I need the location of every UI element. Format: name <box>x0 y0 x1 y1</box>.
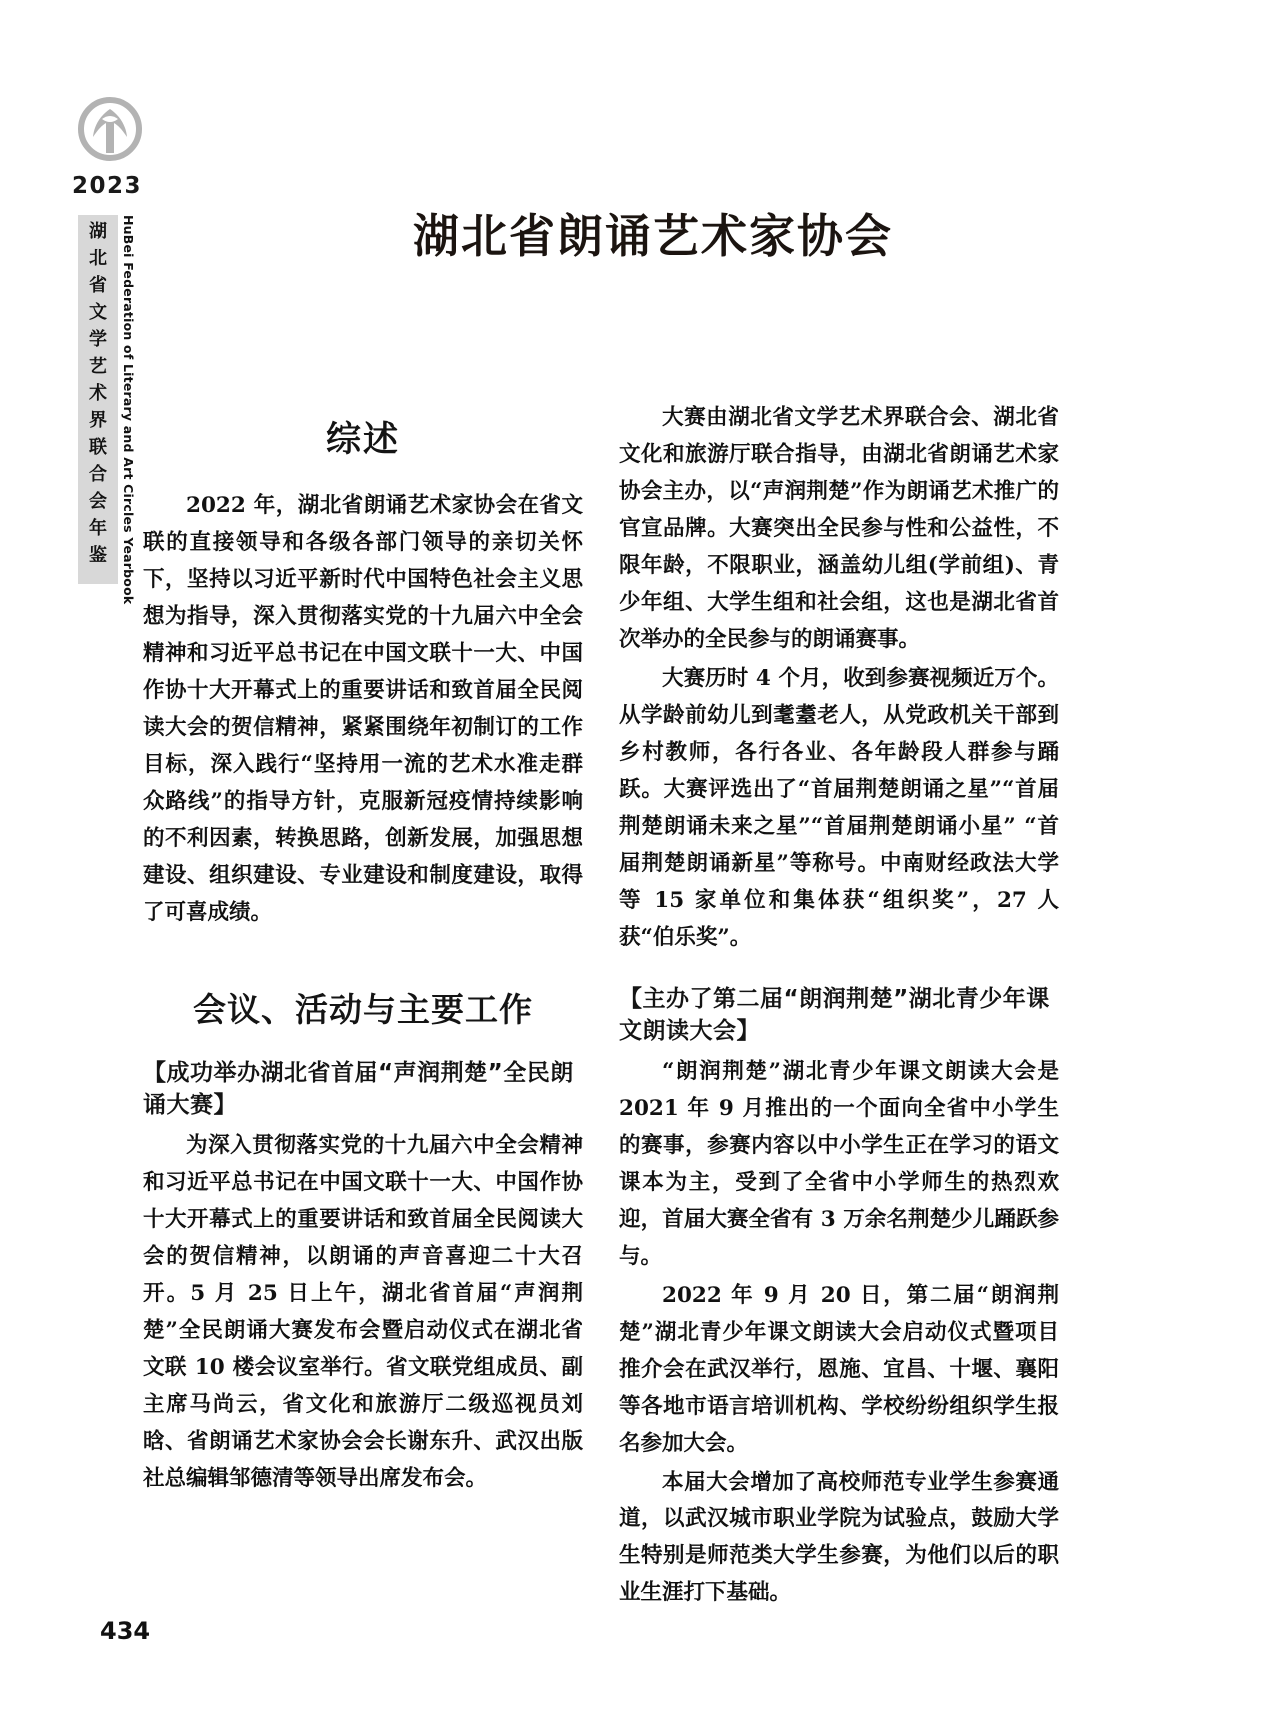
paragraph-contest-organizers: 大赛由湖北省文学艺术界联合会、湖北省文化和旅游厅联合指导，由湖北省朗诵艺术家协会主办，以“声润荆楚”作为朗诵艺术推广的官宣品牌。大赛突出全民参与性和公益性，不限年龄，不限职业，涵盖幼儿组(学前组)、青少年组、大学生组和社会组，这也是湖北省首次举办的全民参与的朗诵赛事。 <box>619 405 1059 652</box>
spine-block <box>78 215 136 635</box>
paragraph-reading-conference-launch: 2022 年 9 月 20 日，第二届“朗润荆楚”湖北青少年课文朗读大会启动仪式暨项目推介会在武汉举行，恩施、宜昌、十堰、襄阳等各地市语言培训机构、学校纷纷组织学生报名参加大会。 <box>619 1282 1059 1456</box>
section-heading-meetings: 会议、活动与主要工作 <box>193 989 533 1029</box>
page-title: 湖北省朗诵艺术家协会 <box>413 209 893 263</box>
page-number: 434 <box>100 1617 151 1645</box>
yearbook-emblem-icon <box>74 95 146 167</box>
left-rail <box>66 95 176 605</box>
spine-chinese: 湖 北 省 文 学 艺 术 界 联 合 会 年 鉴 <box>78 215 118 584</box>
overview-paragraph: 2022 年，湖北省朗诵艺术家协会在省文联的直接领导和各级各部门领导的亲切关怀下，坚持以习近平新时代中国特色社会主义思想为指导，深入贯彻落实党的十九届六中全会精神和习近平总书记在中国文联十一大、中国作协十大开幕式上的重要讲话和致首届全民阅读大会的贺信精神，紧紧围绕年初制订的工作目标，深入践行“坚持用一流的艺术水准走群众路线”的指导方针，克服新冠疫情持续影响的不利因素，转换思路，创新发展，加强思想建设、组织建设、专业建设和制度建设，取得了可喜成绩。 <box>143 493 583 925</box>
overview-heading: 综述 <box>325 420 400 460</box>
subheading-reading-conference: 【主办了第二届“朗润荆楚”湖北青少年课文朗读大会】 <box>619 985 1050 1045</box>
left-column <box>143 400 583 1614</box>
yearbook-year: 2023 <box>72 173 143 199</box>
paragraph-contest-results: 大赛历时 4 个月，收到参赛视频近万个。从学龄前幼儿到耄耋老人，从党政机关干部到乡村教师，各行各业、各年龄段人群参与踊跃。大赛评选出了“首届荆楚朗诵之星”“首届荆楚朗诵未来之星”“首届荆楚朗诵小星” “首届荆楚朗诵新星”等称号。中南财经政法大学等 15 家单位和集体获“组织奖”，27 人获“伯乐奖”。 <box>619 665 1059 950</box>
paragraph-reading-conference-students: 本届大会增加了高校师范专业学生参赛通道，以武汉城市职业学院为试验点，鼓励大学生特别是师范类大学生参赛，为他们以后的职业生涯打下基础。 <box>619 1469 1059 1606</box>
spine-english: HuBei Federation of Literary and Art Circles Yearbook <box>121 215 136 605</box>
article-columns <box>143 400 1078 1614</box>
right-column <box>619 400 1059 1614</box>
paragraph-recitation-contest: 为深入贯彻落实党的十九届六中全会精神和习近平总书记在中国文联十一大、中国作协十大开幕式上的重要讲话和致首届全民阅读大会的贺信精神，以朗诵的声音喜迎二十大召开。5 月 25 日上午，湖北省首届“声润荆楚”全民朗诵大赛发布会暨启动仪式在湖北省文联 10 楼会议室举行。省文联党组成员、副主席马尚云，省文化和旅游厅二级巡视员刘晗、省朗诵艺术家协会会长谢东升、武汉出版社总编辑邹德清等领导出席发布会。 <box>143 1132 583 1491</box>
paragraph-reading-conference-intro: “朗润荆楚”湖北青少年课文朗读大会是 2021 年 9 月推出的一个面向全省中小学生的赛事，参赛内容以中小学生正在学习的语文课本为主，受到了全省中小学师生的热烈欢迎，首届大赛全省有 3 万余名荆楚少儿踊跃参与。 <box>619 1058 1059 1269</box>
subheading-recitation-contest: 【成功举办湖北省首届“声润荆楚”全民朗诵大赛】 <box>143 1059 574 1119</box>
